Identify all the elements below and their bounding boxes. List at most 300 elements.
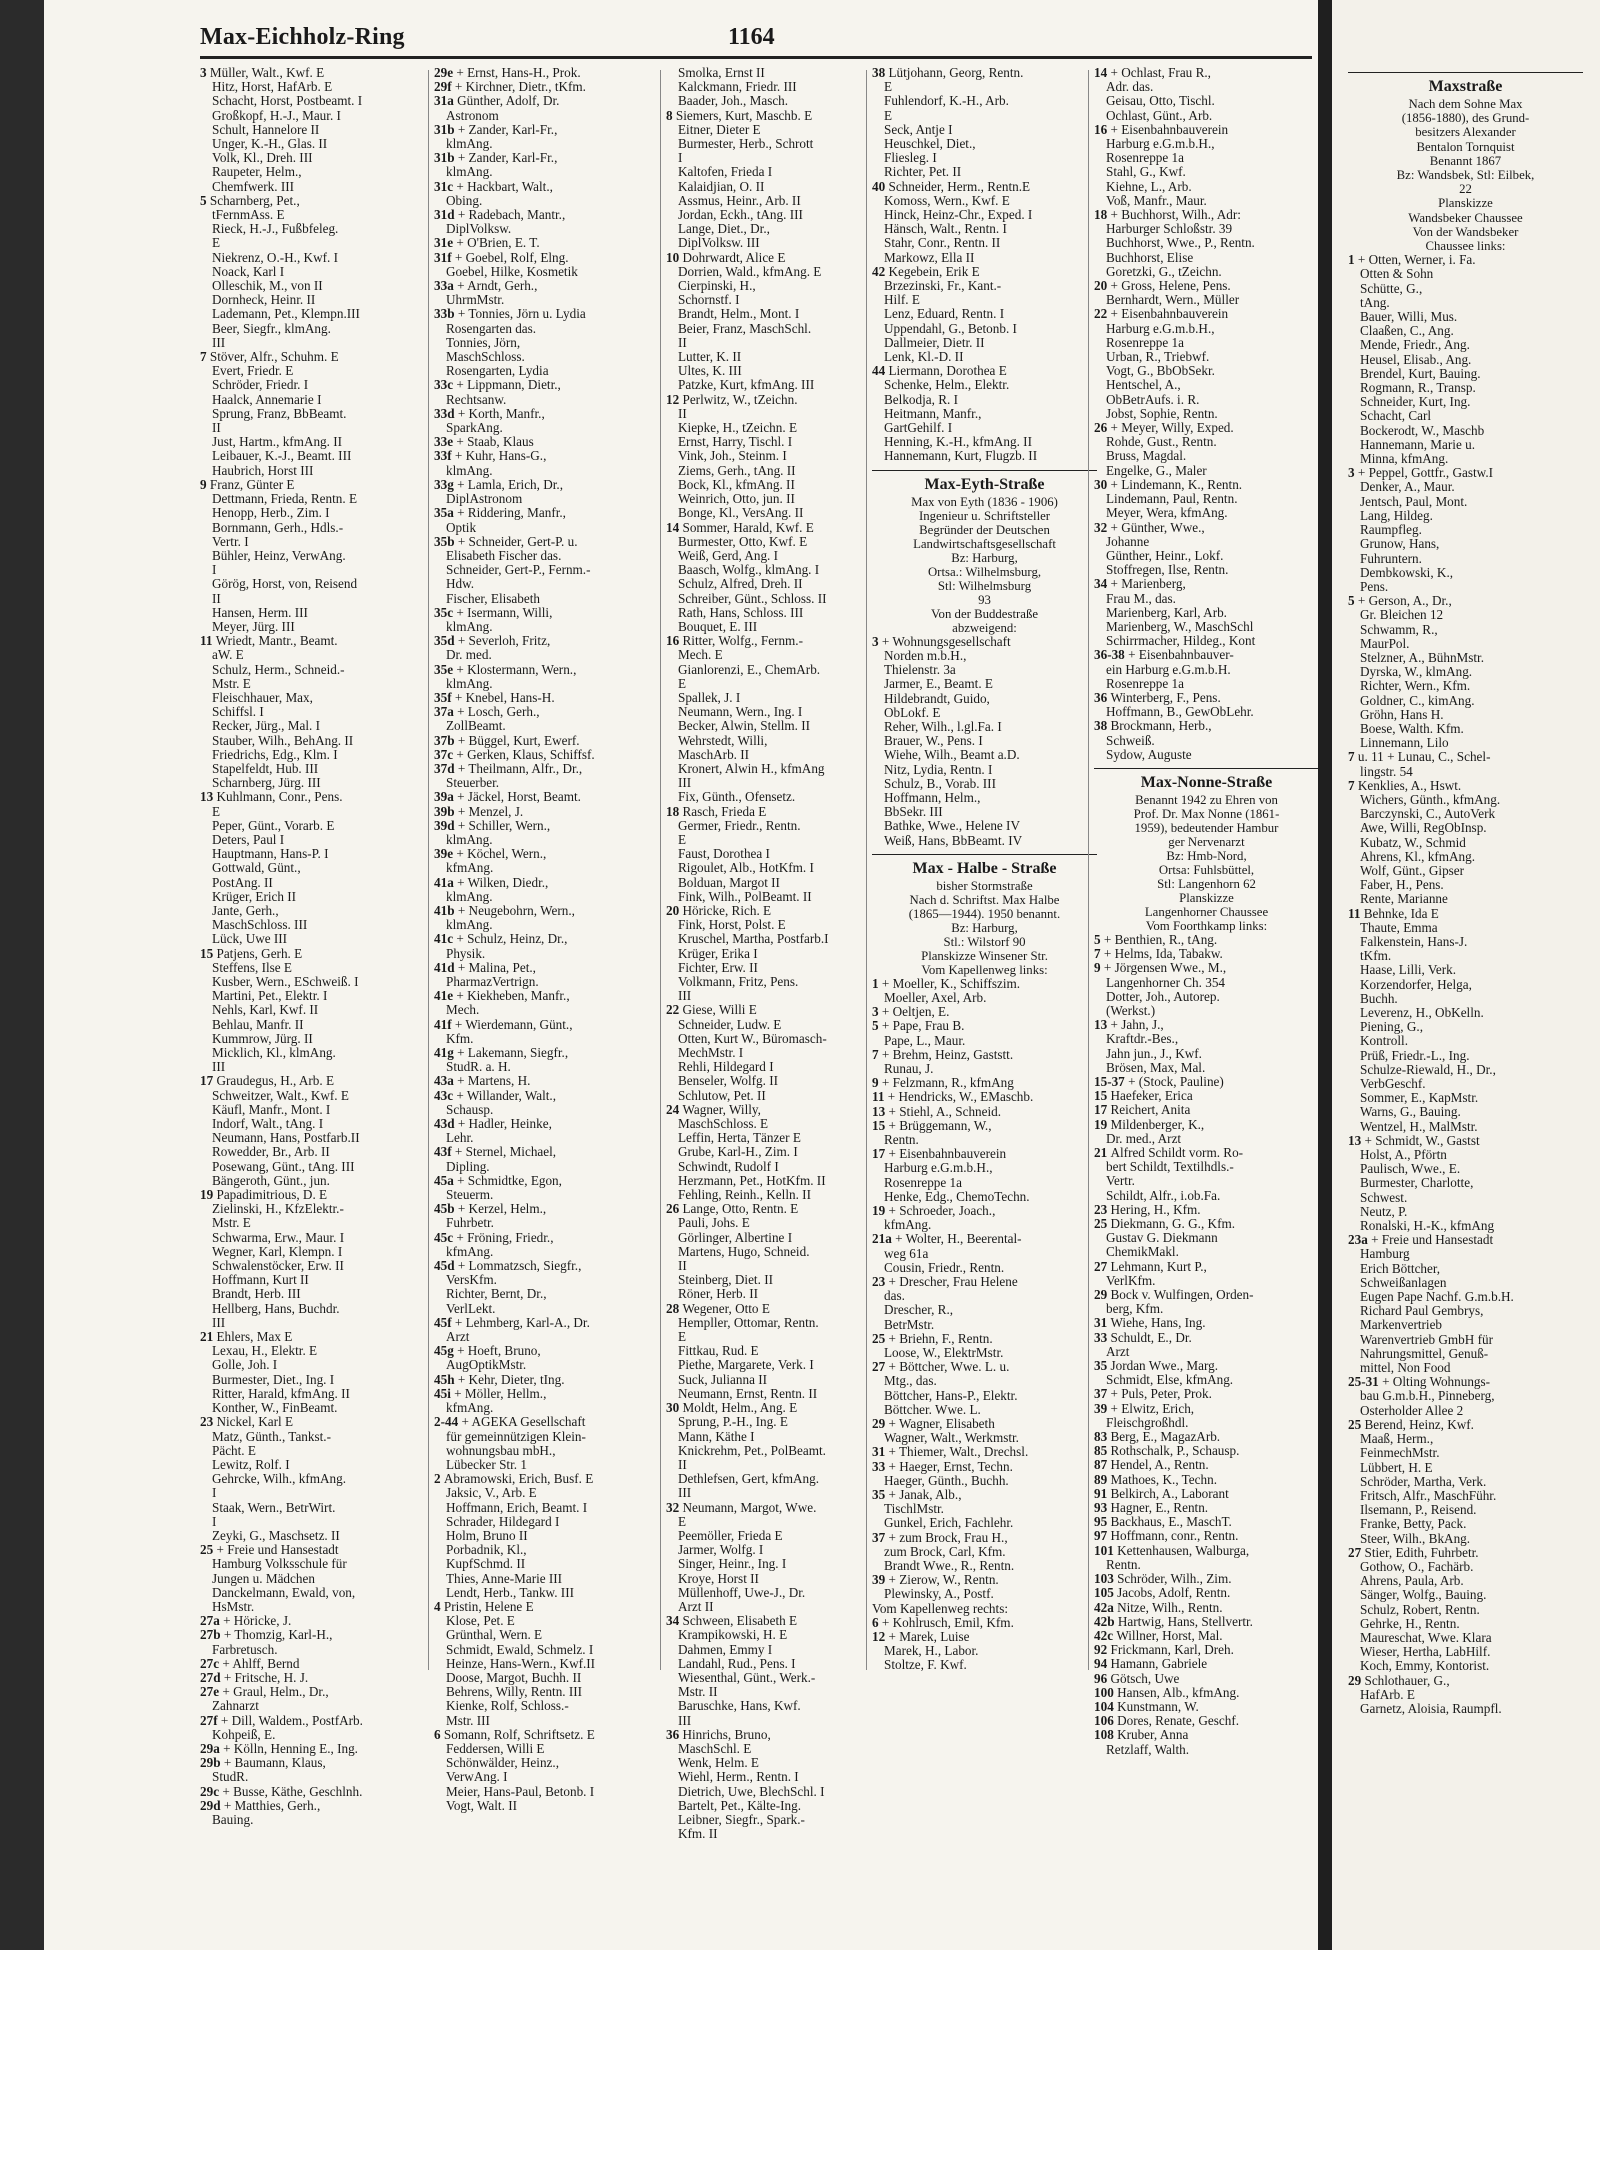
directory-entry: 3 + Oeltjen, E. — [872, 1005, 950, 1020]
directory-entry: Sydow, Auguste — [1106, 747, 1192, 762]
facing-page-entry: Koch, Emmy, Kontorist. — [1360, 1659, 1490, 1674]
directory-entry: Hdw. — [446, 577, 475, 592]
directory-entry: Matz, Günth., Tankst.- — [212, 1429, 331, 1444]
directory-entry: MaschSchl. E — [678, 1741, 752, 1756]
directory-column-3 — [666, 66, 891, 1841]
directory-entry: Martens, Hugo, Schneid. — [678, 1244, 810, 1259]
facing-page-entry: Maaß, Herm., — [1360, 1432, 1434, 1447]
directory-entry: Neumann, Ernst, Rentn. II — [678, 1386, 818, 1401]
directory-entry: Arzt — [1106, 1344, 1130, 1359]
directory-entry: Schmidt, Else, kfmAng. — [1106, 1373, 1234, 1388]
directory-entry: Pauli, Johs. E — [678, 1216, 750, 1231]
facing-page-entry: Wentzel, H., MalMstr. — [1360, 1119, 1478, 1134]
facing-page-entry: 23a + Freie und Hansestadt — [1348, 1233, 1494, 1248]
directory-entry: 2 Abramowski, Erich, Busf. E — [434, 1472, 594, 1487]
directory-entry: 23 Nickel, Karl E — [200, 1415, 294, 1430]
facing-page-entry: 5 + Gerson, A., Dr., — [1348, 594, 1452, 609]
facing-page-entry: tAng. — [1360, 295, 1390, 310]
directory-entry: Lindemann, Paul, Rentn. — [1106, 492, 1238, 507]
directory-entry: 33d + Korth, Manfr., — [434, 406, 545, 421]
directory-entry: Rath, Hans, Schloss. III — [678, 605, 804, 620]
directory-entry: Zielinski, H., KfzElektr.- — [212, 1202, 344, 1217]
directory-entry: 26 + Meyer, Willy, Exped. — [1094, 421, 1234, 436]
directory-entry: Bathke, Wwe., Helene IV — [884, 819, 1020, 834]
directory-entry: 31b + Zander, Karl-Fr., — [434, 122, 558, 137]
directory-entry: Wiehl, Herm., Rentn. I — [678, 1770, 799, 1785]
directory-entry: Heuschkel, Diet., — [884, 137, 976, 152]
directory-entry: Stoffregen, Ilse, Rentn. — [1106, 563, 1229, 578]
facing-page-entry: Schulz, Robert, Rentn. — [1360, 1602, 1480, 1617]
directory-entry: II — [212, 591, 221, 606]
directory-entry: Staak, Wern., BetrWirt. — [212, 1500, 336, 1515]
directory-entry: 108 Kruber, Anna — [1094, 1728, 1189, 1743]
directory-column-5 — [1094, 66, 1319, 1757]
facing-page-entry: mittel, Non Food — [1360, 1361, 1451, 1376]
directory-entry: Schlutow, Pet. II — [678, 1088, 766, 1103]
directory-entry: Spallek, J. I — [678, 690, 741, 705]
directory-entry: Uppendahl, G., Betonb. I — [884, 321, 1017, 336]
facing-page-entry: Claaßen, C., Ang. — [1360, 324, 1454, 339]
directory-entry: 40 Schneider, Herm., Rentn.E — [872, 179, 1031, 194]
directory-entry: 8 Siemers, Kurt, Maschb. E — [666, 108, 813, 123]
street-description: Vom Foorthkamp links: — [1145, 918, 1268, 933]
directory-entry: Großkopf, H.-J., Maur. I — [212, 108, 341, 123]
directory-entry: Posewang, Günt., tAng. III — [212, 1159, 355, 1174]
directory-entry: Stahl, G., Kwf. — [1106, 165, 1186, 180]
facing-page-entry: Schacht, Carl — [1360, 409, 1432, 424]
street-description: Ortsa: Fuhlsbüttel, — [1158, 862, 1255, 877]
facing-page-entry: Lang, Hildeg. — [1360, 508, 1433, 523]
directory-entry: III — [212, 1060, 226, 1075]
directory-entry: II — [678, 1259, 687, 1274]
directory-entry: 33f + Kuhr, Hans-G., — [434, 449, 547, 464]
directory-entry: Pape, L., Maur. — [884, 1033, 966, 1048]
directory-entry: Ritter, Harald, kfmAng. II — [212, 1386, 350, 1401]
directory-entry: Mstr. III — [446, 1713, 490, 1728]
directory-entry: Peper, Günt., Vorarb. E — [212, 818, 335, 833]
directory-entry: Kronert, Alwin H., kfmAng — [678, 761, 825, 776]
facing-page-entry: 27 Stier, Edith, Fuhrbetr. — [1348, 1545, 1479, 1560]
facing-page-entry: 1 + Otten, Werner, i. Fa. — [1348, 253, 1476, 268]
street-title: Max - Halbe - Straße — [912, 859, 1057, 877]
directory-entry: klmAng. — [446, 137, 493, 152]
facing-page-entry: Fuhruntern. — [1360, 551, 1422, 566]
facing-page-entry: Sänger, Wolfg., Bauing. — [1360, 1588, 1487, 1603]
directory-entry: Adr. das. — [1106, 80, 1154, 95]
directory-entry: Arzt II — [678, 1599, 714, 1614]
directory-entry: kfmAng. — [884, 1218, 932, 1233]
directory-entry: Lenz, Eduard, Rentn. I — [884, 307, 1005, 322]
directory-entry: Markowz, Ella II — [884, 250, 975, 265]
directory-entry: 27c + Ahlff, Bernd — [200, 1656, 300, 1671]
directory-entry: 43c + Willander, Walt., — [434, 1088, 557, 1103]
directory-entry: Schult, Hannelore II — [212, 122, 320, 137]
directory-entry: Farbretusch. — [212, 1642, 278, 1657]
directory-entry: 105 Jacobs, Adolf, Rentn. — [1094, 1586, 1231, 1601]
directory-entry: Schmidt, Ewald, Schmelz. I — [446, 1642, 594, 1657]
directory-entry: Dethlefsen, Gert, kfmAng. — [678, 1472, 819, 1487]
directory-entry: 14 Sommer, Harald, Kwf. E — [666, 520, 814, 535]
directory-entry: Bornmann, Gerh., Hdls.- — [212, 520, 344, 535]
directory-entry: Schacht, Horst, Postbeamt. I — [212, 94, 363, 109]
directory-entry: Norden m.b.H., — [884, 648, 967, 663]
facing-page-entry: Ahrens, Kl., kfmAng. — [1360, 849, 1476, 864]
directory-entry: Burmester, Diet., Ing. I — [212, 1372, 335, 1387]
facing-page-entry: Gehrke, H., Rentn. — [1360, 1616, 1460, 1631]
directory-entry: 2-44 + AGEKA Gesellschaft — [434, 1415, 586, 1430]
directory-entry: Jungen u. Mädchen — [212, 1571, 315, 1586]
directory-entry: Singer, Heinr., Ing. I — [678, 1557, 787, 1572]
directory-entry: 100 Hansen, Alb., kfmAng. — [1094, 1685, 1240, 1700]
directory-entry: Hitz, Horst, HafArb. E — [212, 80, 333, 95]
facing-page-entry: Wichers, Günth., kfmAng. — [1360, 792, 1501, 807]
directory-entry: 35 + Janak, Alb., — [872, 1488, 962, 1503]
directory-entry: 3 Müller, Walt., Kwf. E — [200, 66, 325, 80]
directory-entry: 41d + Malina, Pet., — [434, 960, 536, 975]
directory-entry: Steffens, Ilse E — [212, 960, 292, 975]
directory-entry: 11 + Hendricks, W., EMaschb. — [872, 1090, 1034, 1105]
directory-entry: 42 Kegebein, Erik E — [872, 264, 980, 279]
facing-page-entry: Stelzner, A., BühnMstr. — [1360, 650, 1485, 665]
directory-entry: Kalckmann, Friedr. III — [678, 80, 797, 95]
directory-entry: SparkAng. — [446, 421, 503, 436]
directory-entry: Zeyki, G., Maschsetz. II — [212, 1528, 340, 1543]
street-description: ger Nervenarzt — [1168, 834, 1245, 849]
directory-entry: 87 Hendel, A., Rentn. — [1094, 1458, 1209, 1473]
facing-page-entry: 13 + Schmidt, W., Gastst — [1348, 1133, 1480, 1148]
directory-entry: Kiepke, H., tZeichn. E — [678, 421, 798, 436]
facing-page-entry: Schneider, Kurt, Ing. — [1360, 395, 1471, 410]
directory-entry: Doose, Margot, Buchh. II — [446, 1670, 582, 1685]
directory-entry: Beer, Siegfr., klmAng. — [212, 321, 331, 336]
directory-entry: 37d + Theilmann, Alfr., Dr., — [434, 761, 583, 776]
directory-entry: Dietrich, Uwe, BlechSchl. I — [678, 1784, 825, 1799]
directory-entry: Wiehe, Wilh., Beamt a.D. — [884, 748, 1020, 763]
facing-page-entry: Planskizze — [1438, 196, 1493, 211]
directory-entry: Wenk, Helm. E — [678, 1756, 759, 1771]
directory-entry: Langenhorner Ch. 354 — [1106, 975, 1226, 990]
directory-entry: Haeger, Günth., Buchh. — [884, 1473, 1009, 1488]
directory-entry: Jahn jun., J., Kwf. — [1106, 1046, 1202, 1061]
section-heading — [1348, 72, 1583, 97]
directory-entry: Sprung, Franz, BbBeamt. — [212, 406, 347, 421]
street-description: Begründer der Deutschen — [919, 522, 1050, 537]
directory-entry: Ziems, Gerh., tAng. II — [678, 463, 796, 478]
directory-entry: Gehrcke, Wilh., kfmAng. — [212, 1472, 346, 1487]
directory-entry: Dotter, Joh., Autorep. — [1106, 989, 1220, 1004]
book-spine — [1318, 0, 1332, 1950]
directory-entry: 19 + Schroeder, Joach., — [872, 1203, 996, 1218]
directory-entry: zum Brock, Carl, Kfm. — [884, 1544, 1006, 1559]
facing-page-entry: Ahrens, Paula, Arb. — [1360, 1574, 1464, 1589]
facing-page-entry: Lübbert, H. E — [1360, 1460, 1433, 1475]
directory-entry: Grube, Karl-H., Zim. I — [678, 1145, 798, 1160]
directory-entry: Schirrmacher, Hildeg., Kont — [1106, 634, 1256, 649]
directory-entry: 27 + Böttcher, Wwe. L. u. — [872, 1360, 1010, 1375]
facing-page-entry: Von der Wandsbeker — [1412, 224, 1519, 239]
running-header-streets: Max-Eichholz-Ring — [200, 24, 405, 50]
directory-entry: 42a Nitze, Wilh., Rentn. — [1094, 1600, 1223, 1615]
street-description: Langenhorner Chaussee — [1144, 904, 1269, 919]
directory-entry: 9 + Jörgensen Wwe., M., — [1094, 961, 1227, 976]
directory-entry: 35e + Klostermann, Wern., — [434, 662, 577, 677]
facing-page-entry: Ilsemann, P., Reisend. — [1360, 1503, 1477, 1518]
directory-entry: E — [678, 676, 687, 691]
directory-entry: Faust, Dorothea I — [678, 847, 770, 862]
directory-entry: Hildebrandt, Guido, — [884, 691, 990, 706]
directory-entry: Loose, W., ElektrMstr. — [884, 1346, 1004, 1361]
directory-entry: (Werkst.) — [1106, 1003, 1156, 1018]
directory-entry: HsMstr. — [212, 1599, 255, 1614]
directory-entry: Brandt, Helm., Mont. I — [678, 307, 800, 322]
facing-page-entry: Bz: Wandsbek, Stl: Eilbek, — [1396, 168, 1535, 183]
directory-entry: 39d + Schiller, Wern., — [434, 818, 551, 833]
directory-entry: 27e + Graul, Helm., Dr., — [200, 1685, 329, 1700]
directory-entry: 15 Haefeker, Erica — [1094, 1089, 1193, 1104]
directory-entry: 7 + Helms, Ida, Tabakw. — [1094, 947, 1223, 962]
directory-entry: Kaltofen, Frieda I — [678, 165, 773, 180]
directory-entry: 43a + Martens, H. — [434, 1074, 531, 1089]
directory-entry: weg 61a — [884, 1246, 929, 1261]
facing-page-entry: (1856-1880), des Grund- — [1401, 111, 1530, 126]
directory-entry: Deters, Paul I — [212, 832, 285, 847]
directory-entry: 14 + Ochlast, Frau R., — [1094, 66, 1211, 80]
directory-entry: UhrmMstr. — [446, 293, 505, 308]
directory-entry: Schulz, Herm., Schneid.- — [212, 662, 345, 677]
directory-entry: 27f + Dill, Waldem., PostfArb. — [200, 1713, 363, 1728]
directory-entry: klmAng. — [446, 676, 493, 691]
directory-entry: Niekrenz, O.-H., Kwf. I — [212, 250, 338, 265]
directory-entry: Hamburg Volksschule für — [212, 1557, 347, 1572]
street-description: (1865—1944). 1950 benannt. — [908, 906, 1061, 921]
directory-entry: PharmazVertrign. — [446, 975, 539, 989]
facing-page-entry: Rogmann, R., Transp. — [1360, 381, 1476, 396]
directory-entry: 33c + Lippmann, Dietr., — [434, 378, 561, 393]
directory-entry: Meyer, Wera, kfmAng. — [1106, 506, 1228, 521]
directory-entry: E — [678, 832, 687, 847]
directory-entry: Arzt — [446, 1330, 470, 1345]
directory-entry: 45b + Kerzel, Helm., — [434, 1202, 547, 1217]
directory-entry: MaschSchloss. III — [212, 918, 308, 933]
section-heading — [872, 470, 1097, 635]
directory-entry: 31 + Thiemer, Walt., Drechsl. — [872, 1445, 1029, 1460]
directory-entry: klmAng. — [446, 463, 493, 478]
directory-entry: Dallmeier, Dietr. II — [884, 335, 985, 350]
directory-entry: Steuerber. — [446, 776, 500, 791]
directory-entry: 43d + Hadler, Heinke, — [434, 1117, 552, 1132]
street-description: Landwirtschaftsgesellschaft — [913, 536, 1056, 551]
directory-entry: Mstr. II — [678, 1685, 718, 1700]
directory-entry: Marienberg, Karl, Arb. — [1106, 605, 1227, 620]
directory-entry: 103 Schröder, Wilh., Zim. — [1094, 1572, 1232, 1587]
directory-entry: MaschSchloss. — [446, 350, 525, 365]
directory-entry: Raupeter, Helm., — [212, 165, 302, 180]
directory-entry: Goretzki, G., tZeichn. — [1106, 264, 1222, 279]
street-description: Prof. Dr. Max Nonne (1861- — [1133, 806, 1280, 821]
street-description: Vom Kapellenweg rechts: — [872, 1600, 1008, 1616]
directory-entry: Henopp, Herb., Zim. I — [212, 506, 330, 521]
directory-entry: Friedrichs, Edg., Klm. I — [212, 747, 338, 762]
directory-entry: Reher, Wilh., l.gl.Fa. I — [884, 719, 1002, 734]
facing-page-column — [1348, 66, 1583, 1716]
directory-entry: Fleischhauer, Max, — [212, 690, 313, 705]
directory-entry: Kiehne, L., Arb. — [1106, 179, 1192, 194]
directory-entry: 41a + Wilken, Diedr., — [434, 875, 549, 890]
directory-entry: Tonnies, Jörn, — [446, 335, 521, 350]
directory-entry: 45f + Lehmberg, Karl-A., Dr. — [434, 1315, 590, 1330]
directory-entry: 17 Graudegus, H., Arb. E — [200, 1074, 335, 1089]
directory-entry: Fittkau, Rud. E — [678, 1344, 759, 1359]
directory-entry: das. — [884, 1289, 905, 1304]
directory-entry: Burmester, Herb., Schrott — [678, 137, 814, 152]
directory-entry: Brandt, Herb. III — [212, 1287, 301, 1302]
facing-page-entry: Goldner, C., kimAng. — [1360, 693, 1475, 708]
street-description: abzweigend: — [952, 620, 1017, 635]
column-divider — [866, 70, 867, 1670]
directory-entry: Steinberg, Diet. II — [678, 1273, 773, 1288]
directory-entry: 42c Willner, Horst, Mal. — [1094, 1628, 1223, 1643]
directory-entry: 12 + Marek, Luise — [872, 1630, 970, 1645]
directory-entry: Rechtsanw. — [446, 392, 507, 407]
directory-entry: Jaksic, V., Arb. E — [446, 1486, 537, 1501]
facing-page-entry: Schwamm, R., — [1360, 622, 1438, 637]
street-description: Stl: Langenhorn 62 — [1157, 876, 1256, 891]
directory-entry: Böttcher. Wwe. L. — [884, 1402, 981, 1417]
directory-entry: 7 + Brehm, Heinz, Gaststt. — [872, 1047, 1014, 1062]
directory-entry: Eitner, Dieter E — [678, 122, 761, 137]
directory-entry: 41b + Neugebohrn, Wern., — [434, 903, 575, 918]
directory-entry: Obing. — [446, 193, 483, 208]
directory-entry: 31b + Zander, Karl-Fr., — [434, 151, 558, 166]
directory-entry: Haalck, Annemarie I — [212, 392, 322, 407]
directory-entry: Runau, J. — [884, 1061, 934, 1076]
directory-entry: Böttcher, Hans-P., Elektr. — [884, 1388, 1018, 1403]
directory-entry: 19 Papadimitrious, D. E — [200, 1188, 328, 1203]
street-description: Von der Buddestraße — [930, 606, 1039, 621]
directory-entry: Fichter, Erw. II — [678, 960, 758, 975]
directory-entry: 45a + Schmidtke, Egon, — [434, 1173, 562, 1188]
directory-entry: 4 Pristin, Helene E — [434, 1599, 534, 1614]
directory-entry: Physik. — [446, 946, 486, 961]
facing-page-entry: Hamburg — [1360, 1247, 1410, 1262]
facing-page-entry: 7 u. 11 + Lunau, C., Schel- — [1348, 750, 1491, 765]
facing-page-entry: Kontroll. — [1360, 1034, 1408, 1049]
directory-entry: Wegner, Karl, Klempn. I — [212, 1244, 343, 1259]
directory-entry: Lademann, Pet., Klempn.III — [212, 307, 360, 322]
directory-entry: Rieck, H.-J., Fußbfeleg. — [212, 222, 339, 237]
directory-entry: Baasch, Wolfg., klmAng. I — [678, 563, 820, 578]
directory-entry: 13 + Stiehl, A., Schneid. — [872, 1104, 1002, 1119]
directory-entry: Richter, Bernt, Dr., — [446, 1287, 547, 1302]
directory-entry: Plewinsky, A., Postf. — [884, 1587, 994, 1602]
directory-entry: Heinze, Hans-Wern., Kwf.II — [446, 1656, 596, 1671]
directory-entry: Wehrstedt, Willi, — [678, 733, 768, 748]
column-divider — [428, 70, 429, 1670]
directory-entry: III — [678, 989, 692, 1004]
directory-entry: 25 + Freie und Hansestadt — [200, 1543, 339, 1558]
directory-entry: Burmester, Otto, Kwf. E — [678, 534, 808, 549]
directory-entry: 27d + Fritsche, H. J. — [200, 1670, 309, 1685]
directory-entry: Rehli, Hildegard I — [678, 1060, 774, 1075]
directory-entry: Schrader, Hildegard I — [446, 1514, 560, 1529]
directory-entry: Brösen, Max, Mal. — [1106, 1060, 1206, 1075]
street-description: Ortsa.: Wilhelmsburg, — [927, 564, 1042, 579]
directory-entry: Gottwald, Günt., — [212, 861, 301, 876]
directory-entry: Cierpinski, H., — [678, 279, 756, 294]
directory-entry: Hoffmann, Erich, Beamt. I — [446, 1500, 588, 1515]
directory-entry: ein Harburg e.G.m.b.H. — [1106, 662, 1231, 677]
directory-entry: 3 + Wohnungsgesellschaft — [872, 634, 1011, 649]
directory-entry: Nehls, Karl, Kwf. II — [212, 1003, 319, 1018]
directory-entry: kfmAng. — [446, 1401, 494, 1416]
directory-entry: Stoltze, F. Kwf. — [884, 1658, 967, 1673]
directory-entry: Krampikowski, H. E — [678, 1628, 788, 1643]
directory-entry: Baader, Joh., Masch. — [678, 94, 789, 109]
directory-entry: 31f + Goebel, Rolf, Elng. — [434, 250, 569, 265]
directory-entry: Hellberg, Hans, Buchdr. — [212, 1301, 340, 1316]
directory-entry: 36 Winterberg, F., Pens. — [1094, 690, 1221, 705]
directory-entry: Gunkel, Erich, Fachlehr. — [884, 1516, 1014, 1531]
directory-entry: berg, Kfm. — [1106, 1302, 1164, 1317]
directory-entry: Weinrich, Otto, jun. II — [678, 492, 795, 507]
directory-entry: 92 Frickmann, Karl, Dreh. — [1094, 1643, 1234, 1658]
directory-entry: Bängeroth, Günt., jun. — [212, 1173, 330, 1188]
directory-entry: 9 + Felzmann, R., kfmAng — [872, 1076, 1014, 1091]
directory-entry: Brauer, W., Pens. I — [884, 734, 983, 749]
directory-entry: Kummrow, Jürg. II — [212, 1031, 313, 1046]
directory-entry: Vertr. — [1106, 1174, 1135, 1189]
facing-page-entry: Chaussee links: — [1425, 239, 1506, 254]
directory-entry: Baruschke, Hans, Kwf. — [678, 1699, 801, 1714]
directory-entry: 95 Backhaus, E., MaschT. — [1094, 1515, 1232, 1530]
directory-entry: Schwarma, Erw., Maur. I — [212, 1230, 345, 1245]
facing-page-entry: Nahrungsmittel, Genuß- — [1360, 1346, 1489, 1361]
street-description: Stl.: Wilstorf 90 — [943, 934, 1026, 949]
directory-entry: 35a + Riddering, Manfr., — [434, 506, 566, 521]
directory-entry: Dr. med., Arzt — [1106, 1131, 1182, 1146]
facing-page-entry: Garnetz, Aloisia, Raumpfl. — [1360, 1701, 1502, 1716]
directory-entry: Jante, Gerh., — [212, 903, 279, 918]
directory-entry: 37 + Puls, Peter, Prok. — [1094, 1387, 1212, 1402]
directory-entry: 17 Reichert, Anita — [1094, 1103, 1191, 1118]
directory-entry: Beier, Franz, MaschSchl. — [678, 321, 812, 336]
facing-page-entry: Gr. Bleichen 12 — [1360, 608, 1444, 623]
directory-entry: klmAng. — [446, 832, 493, 847]
facing-page-entry: 29 Schlothauer, G., — [1348, 1673, 1450, 1688]
directory-entry: Schausp. — [446, 1102, 494, 1117]
facing-page-entry: Ronalski, H.-K., kfmAng — [1360, 1219, 1495, 1234]
directory-entry: Komoss, Wern., Kwf. E — [884, 193, 1010, 208]
directory-entry: 33 Schuldt, E., Dr. — [1094, 1330, 1192, 1345]
directory-entry: 23 Hering, H., Kfm. — [1094, 1202, 1201, 1217]
directory-entry: 35f + Knebel, Hans-H. — [434, 690, 555, 705]
directory-entry: 26 Lange, Otto, Rentn. E — [666, 1202, 799, 1217]
facing-page-entry: Rente, Marianne — [1360, 892, 1448, 907]
directory-entry: 16 + Eisenbahnbauverein — [1094, 122, 1229, 137]
directory-column-4 — [872, 66, 1097, 1673]
facing-page-entry: Bockerodt, W., Maschb — [1360, 423, 1485, 438]
directory-entry: Fix, Günth., Ofensetz. — [678, 790, 796, 805]
facing-page-entry: Prüß, Friedr.-L., Ing. — [1360, 1048, 1470, 1063]
directory-entry: Jordan, Eckh., tAng. III — [678, 208, 803, 223]
scan-bottom-margin — [0, 1950, 1600, 2177]
directory-column-1 — [200, 66, 425, 1827]
directory-entry: 9 Franz, Günter E — [200, 477, 295, 492]
directory-entry: Stauber, Wilh., BehAng. II — [212, 733, 354, 748]
directory-entry: 35b + Schneider, Gert-P. u. — [434, 534, 578, 549]
directory-entry: Müllenhoff, Uwe-J., Dr. — [678, 1585, 806, 1600]
directory-entry: Marek, H., Labor. — [884, 1644, 979, 1659]
